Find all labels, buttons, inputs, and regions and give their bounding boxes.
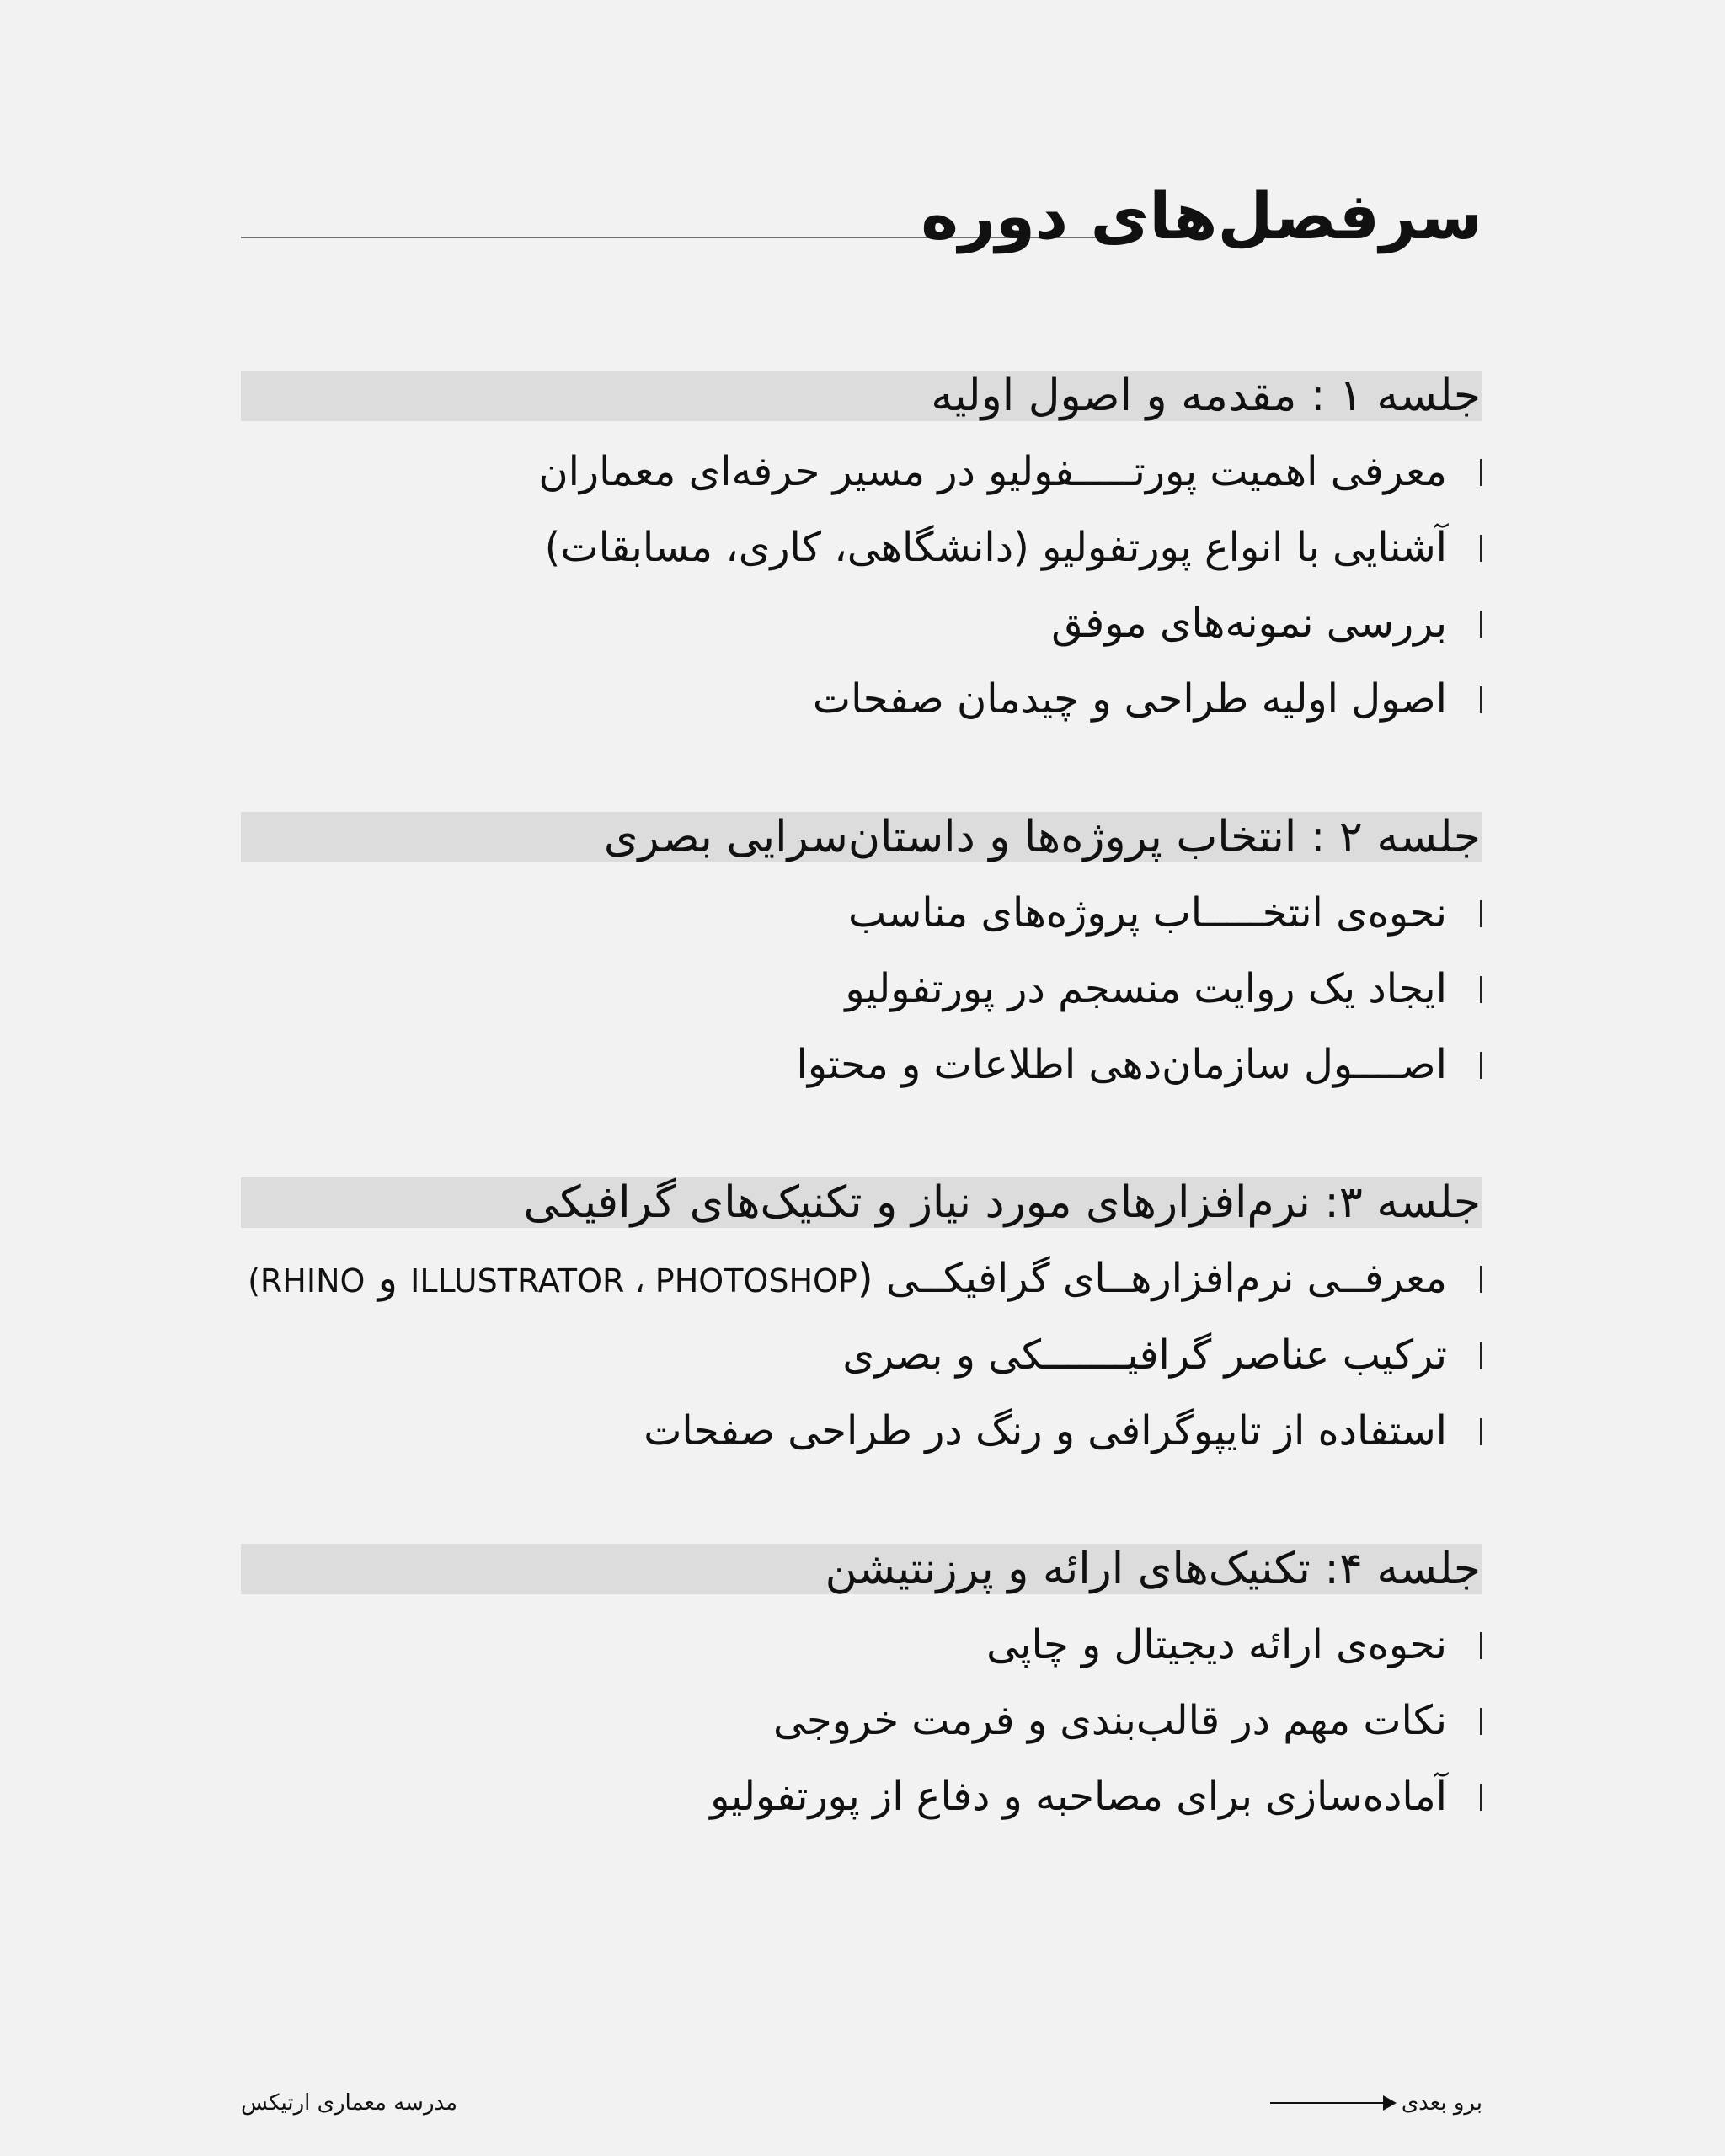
bullet-bar-icon — [1447, 1027, 1482, 1102]
topic-text: معرفی اهمیت پورتـــــفولیو در مسیر حرفه‌ای معماران — [538, 448, 1447, 495]
topic-text: آشنایی با انواع پورتفولیو (دانشگاهی، کاری، مسابقات) — [544, 524, 1447, 571]
topic-text-main: معرفــی نرم‌افزارهــای گرافیکــی ( — [857, 1255, 1447, 1302]
list-item — [241, 1318, 1482, 1394]
bullet-bar-icon — [1447, 876, 1482, 950]
bullet-bar-icon — [1447, 662, 1482, 736]
bullet-bar-icon — [1447, 586, 1482, 660]
list-item — [241, 1241, 1482, 1318]
list-item — [241, 1684, 1482, 1759]
session-heading: جلسه ۳: نرم‌افزارهای مورد نیاز و تکنیک‌های گرافیکی — [241, 1177, 1482, 1228]
session-3 — [241, 1177, 1482, 1470]
page-header — [241, 168, 1482, 270]
bullet-bar-icon — [1447, 1394, 1482, 1468]
topic-text: اصول اولیه طراحی و چیدمان صفحات — [812, 675, 1447, 723]
bullet-bar-icon — [1447, 510, 1482, 584]
topic-text: استفاده از تایپوگرافی و رنگ در طراحی صفحات — [644, 1407, 1447, 1454]
session-list — [241, 371, 1482, 1909]
page-title: سرفصل‌های دوره — [921, 179, 1482, 253]
list-item — [241, 1394, 1482, 1470]
list-item — [241, 876, 1482, 952]
session-4 — [241, 1544, 1482, 1835]
next-page-label: برو بعدی — [1401, 2090, 1482, 2116]
topic-text: نحوه‌ی انتخـــــاب پروژه‌های مناسب — [848, 889, 1447, 937]
session-heading: جلسه ۱ : مقدمه و اصول اولیه — [241, 371, 1482, 421]
session-heading: جلسه ۴: تکنیک‌های ارائه و پرزنتیشن — [241, 1544, 1482, 1594]
session-2 — [241, 812, 1482, 1103]
arrow-right-icon — [1270, 2093, 1397, 2113]
bullet-bar-icon — [1447, 1608, 1482, 1682]
list-item — [241, 586, 1482, 662]
list-item — [241, 952, 1482, 1027]
bullet-bar-icon — [1447, 1318, 1482, 1392]
topic-text: نکات مهم در قالب‌بندی و فرمت خروجی — [773, 1697, 1447, 1744]
bullet-bar-icon — [1447, 435, 1482, 509]
topic-text: ترکیب عناصر گرافیـــــــکی و بصری — [842, 1331, 1447, 1379]
list-item — [241, 1027, 1482, 1103]
list-item — [241, 662, 1482, 738]
next-page-link[interactable] — [1270, 2090, 1482, 2116]
school-name: مدرسه معماری ارتیکس — [241, 2090, 458, 2116]
list-item — [241, 510, 1482, 586]
topic-text — [241, 1241, 1447, 1318]
topic-text: نحوه‌ی ارائه دیجیتال و چاپی — [986, 1621, 1447, 1668]
topic-text: بررسی نمونه‌های موفق — [1051, 600, 1447, 647]
topic-text: اصــــول سازمان‌دهی اطلاعات و محتوا — [796, 1041, 1447, 1088]
software-names: ILLUSTRATOR ، PHOTOSHOP — [410, 1262, 857, 1299]
software-names-last: RHINO) — [248, 1262, 366, 1299]
bullet-bar-icon — [1447, 952, 1482, 1026]
list-item — [241, 1608, 1482, 1684]
session-1 — [241, 371, 1482, 738]
list-item — [241, 435, 1482, 510]
software-conjunction: و — [377, 1255, 398, 1302]
session-heading: جلسه ۲ : انتخاب پروژه‌ها و داستان‌سرایی بصری — [241, 812, 1482, 862]
bullet-bar-icon — [1447, 1684, 1482, 1758]
bullet-bar-icon — [1447, 1759, 1482, 1833]
list-item — [241, 1759, 1482, 1835]
bullet-bar-icon — [1447, 1241, 1482, 1315]
topic-text: ایجاد یک روایت منسجم در پورتفولیو — [845, 965, 1447, 1012]
topic-text: آماده‌سازی برای مصاحبه و دفاع از پورتفولیو — [710, 1773, 1447, 1820]
